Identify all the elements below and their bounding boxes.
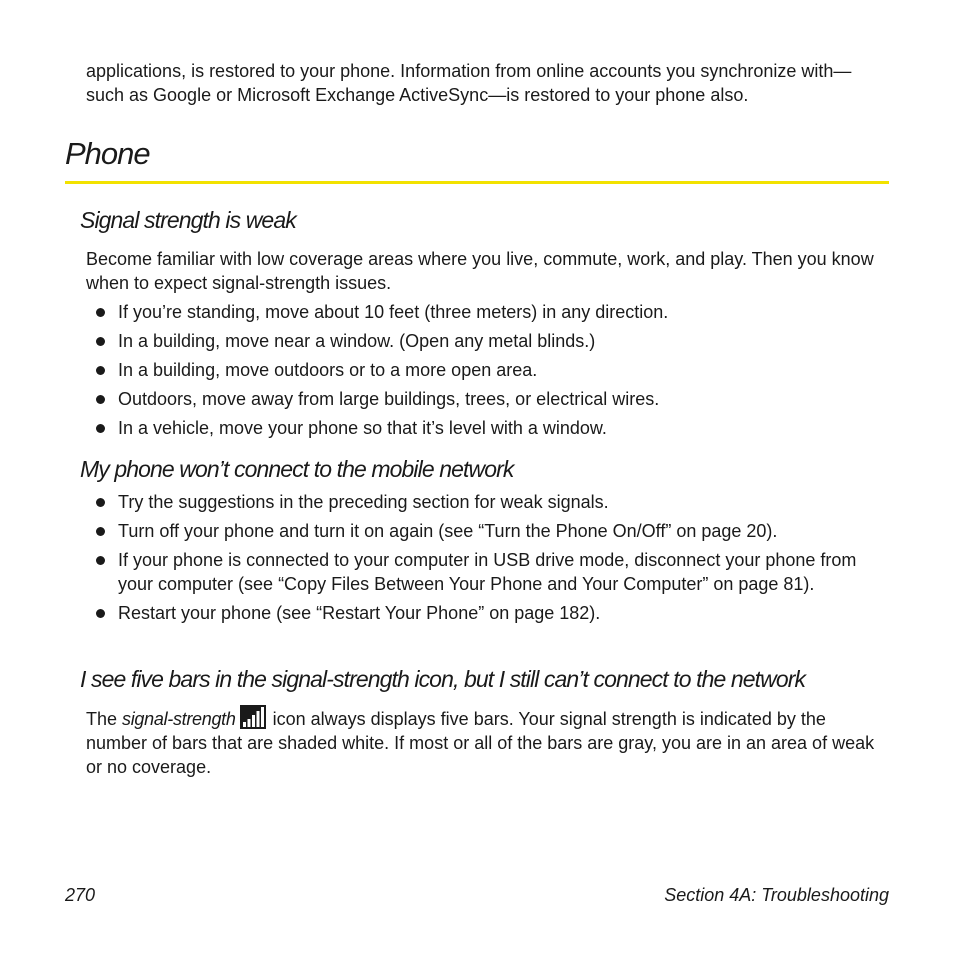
bullet-icon: [96, 527, 105, 536]
five-bars-paragraph: [86, 705, 886, 779]
heading-five-bars: I see five bars in the signal-strength icon, but I still can’t connect to the network: [80, 666, 806, 692]
heading-no-network: My phone won’t connect to the mobile network: [80, 456, 514, 482]
heading-signal-weak: Signal strength is weak: [80, 207, 296, 233]
bullet-icon: [96, 498, 105, 507]
list-item-text: Outdoors, move away from large buildings, trees, or electrical wires.: [118, 389, 660, 409]
signal-strength-icon: [240, 705, 266, 729]
signal-strength-term: signal-strength: [122, 709, 236, 729]
list-item-text: In a building, move outdoors or to a more open area.: [118, 360, 538, 380]
title-underline: [65, 181, 889, 184]
list-item: [86, 358, 886, 382]
signal-weak-list: [86, 300, 886, 445]
bullet-icon: [96, 556, 105, 565]
signal-weak-intro: Become familiar with low coverage areas where you live, commute, work, and play. Then you know when to expect signal-strength issues.: [86, 249, 874, 293]
bullet-icon: [96, 337, 105, 346]
list-item: [86, 329, 886, 353]
bullet-icon: [96, 308, 105, 317]
list-item-text: In a building, move near a window. (Open any metal blinds.): [118, 331, 596, 351]
list-item-text: Try the suggestions in the preceding section for weak signals.: [118, 492, 609, 512]
list-item: [86, 387, 886, 411]
text-after-term: icon always displays five bars. Your signal strength is indicated by the number of bars that are shaded white. If most or all of the bars are gray, you are in an area of weak or no coverage.: [86, 709, 875, 777]
bullet-icon: [96, 424, 105, 433]
no-network-list: [86, 490, 886, 630]
page-title: Phone: [65, 136, 150, 171]
intro-paragraph: applications, is restored to your phone. Information from online accounts you synchronize with—such as Google or Microsoft Exchange ActiveSync—is restored to your phone also.: [86, 61, 852, 105]
list-item: [86, 300, 886, 324]
bullet-icon: [96, 609, 105, 618]
section-label: Section 4A: Troubleshooting: [664, 885, 889, 905]
list-item-text: If you’re standing, move about 10 feet (three meters) in any direction.: [118, 302, 669, 322]
list-item: [86, 416, 886, 440]
list-item-text: Restart your phone (see “Restart Your Phone” on page 182).: [118, 603, 601, 623]
list-item: [86, 490, 886, 514]
bullet-icon: [96, 395, 105, 404]
list-item: [86, 548, 886, 596]
list-item-text: If your phone is connected to your computer in USB drive mode, disconnect your phone from your computer (see “Copy Files Between Your Phone and Your Computer” on page 81).: [118, 550, 857, 594]
list-item-text: In a vehicle, move your phone so that it’s level with a window.: [118, 418, 607, 438]
list-item-text: Turn off your phone and turn it on again (see “Turn the Phone On/Off” on page 20).: [118, 521, 778, 541]
page-number: 270: [65, 885, 96, 905]
list-item: [86, 519, 886, 543]
text-before-term: The: [86, 709, 123, 729]
list-item: [86, 601, 886, 625]
bullet-icon: [96, 366, 105, 375]
